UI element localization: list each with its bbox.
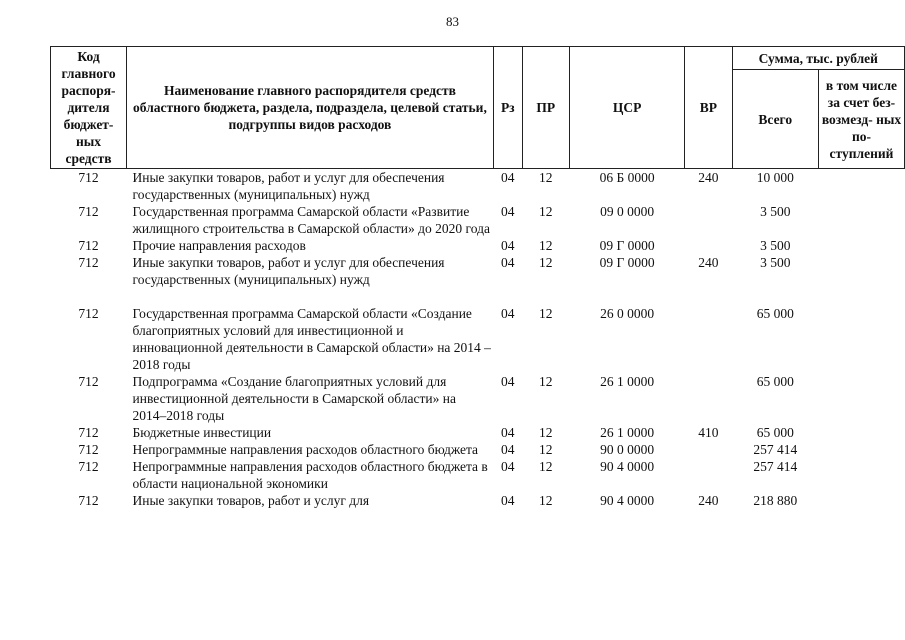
- cell-total: 10 000: [756, 170, 794, 185]
- budget-table: [50, 46, 905, 509]
- table-row: [51, 203, 905, 237]
- cell-csr: 90 4 0000: [600, 459, 655, 474]
- table-row: [51, 237, 905, 254]
- cell-pr: 12: [539, 459, 553, 474]
- cell-name: Иные закупки товаров, работ и услуг для обеспечения государственных (муниципальных) нужд: [132, 170, 445, 202]
- cell-total: 218 880: [753, 493, 798, 508]
- cell-total: 257 414: [753, 459, 798, 474]
- cell-csr: 26 1 0000: [600, 425, 655, 440]
- cell-code: 712: [78, 255, 99, 270]
- header-pr: ПР: [522, 47, 569, 169]
- cell-code: 712: [78, 204, 99, 219]
- table-row: [51, 424, 905, 441]
- cell-rz: 04: [501, 306, 515, 321]
- cell-name: Прочие направления расходов: [132, 238, 306, 253]
- cell-code: 712: [78, 170, 99, 185]
- cell-csr: 09 Г 0000: [599, 255, 655, 270]
- cell-grant: [818, 458, 904, 492]
- cell-grant: [818, 305, 904, 373]
- header-vr: ВР: [685, 47, 732, 169]
- cell-csr: 26 0 0000: [600, 306, 655, 321]
- cell-vr: [685, 373, 732, 424]
- cell-csr: 09 0 0000: [600, 204, 655, 219]
- cell-total: 3 500: [760, 238, 791, 253]
- header-name: Наименование главного распорядителя средств областного бюджета, раздела, подраздела, целевой статьи, подгруппы видов расходов: [127, 47, 494, 169]
- cell-rz: 04: [501, 238, 515, 253]
- cell-grant: [818, 237, 904, 254]
- cell-vr: 410: [698, 425, 719, 440]
- cell-pr: 12: [539, 306, 553, 321]
- cell-rz: 04: [501, 425, 515, 440]
- table-row: [51, 254, 905, 305]
- cell-pr: 12: [539, 425, 553, 440]
- cell-total: 65 000: [756, 306, 794, 321]
- cell-pr: 12: [539, 374, 553, 389]
- cell-pr: 12: [539, 255, 553, 270]
- cell-rz: 04: [501, 255, 515, 270]
- table-row: [51, 169, 905, 204]
- cell-vr: 240: [698, 255, 719, 270]
- cell-total: 65 000: [756, 374, 794, 389]
- header-sum: Сумма, тыс. рублей: [732, 47, 904, 70]
- cell-csr: 90 4 0000: [600, 493, 655, 508]
- cell-grant: [818, 169, 904, 204]
- table-row: [51, 458, 905, 492]
- cell-code: 712: [78, 459, 99, 474]
- cell-vr: [685, 458, 732, 492]
- table-header: [51, 47, 905, 169]
- cell-name: Иные закупки товаров, работ и услуг для обеспечения государственных (муниципальных) нужд: [132, 255, 445, 287]
- cell-pr: 12: [539, 493, 553, 508]
- cell-csr: 26 1 0000: [600, 374, 655, 389]
- cell-total: 3 500: [760, 204, 791, 219]
- cell-code: 712: [78, 306, 99, 321]
- cell-csr: 06 Б 0000: [599, 170, 655, 185]
- cell-rz: 04: [501, 170, 515, 185]
- cell-code: 712: [78, 442, 99, 457]
- cell-csr: 90 0 0000: [600, 442, 655, 457]
- page-number: 83: [446, 14, 459, 29]
- cell-vr: [685, 305, 732, 373]
- cell-total: 3 500: [760, 255, 791, 270]
- cell-rz: 04: [501, 442, 515, 457]
- cell-grant: [818, 254, 904, 305]
- cell-rz: 04: [501, 459, 515, 474]
- table-body: [51, 169, 905, 510]
- table-row: [51, 492, 905, 509]
- cell-code: 712: [78, 374, 99, 389]
- cell-rz: 04: [501, 374, 515, 389]
- cell-name: Бюджетные инвестиции: [132, 425, 272, 440]
- cell-grant: [818, 441, 904, 458]
- cell-name: Непрограммные направления расходов областного бюджета: [132, 442, 479, 457]
- cell-name: Государственная программа Самарской области «Развитие жилищного строительства в Самарской области» до 2020 года: [132, 204, 490, 236]
- header-total: Всего: [732, 70, 818, 169]
- cell-code: 712: [78, 238, 99, 253]
- table-row: [51, 305, 905, 373]
- header-csr: ЦСР: [569, 47, 684, 169]
- cell-name: Подпрограмма «Создание благоприятных условий для инвестиционной деятельности в Самарской области» на 2014–2018 годы: [132, 374, 456, 423]
- cell-pr: 12: [539, 238, 553, 253]
- cell-name: Государственная программа Самарской области «Создание благоприятных условий для инвестиционной и инновационной деятельности в Самарской области» на 2014 – 2018 годы: [132, 306, 491, 372]
- cell-rz: 04: [501, 204, 515, 219]
- table-row: [51, 441, 905, 458]
- cell-grant: [818, 492, 904, 509]
- cell-rz: 04: [501, 493, 515, 508]
- cell-vr: 240: [698, 493, 719, 508]
- header-rz: Рз: [493, 47, 522, 169]
- cell-total: 65 000: [756, 425, 794, 440]
- header-grant: в том числе за счет без- возмезд- ных по- ступлений: [818, 70, 904, 169]
- cell-code: 712: [78, 425, 99, 440]
- cell-total: 257 414: [753, 442, 798, 457]
- table-row: [51, 373, 905, 424]
- cell-csr: 09 Г 0000: [599, 238, 655, 253]
- header-code: Код главного распоря- дителя бюджет- ных средств: [51, 47, 127, 169]
- cell-pr: 12: [539, 204, 553, 219]
- cell-grant: [818, 203, 904, 237]
- cell-vr: [685, 237, 732, 254]
- cell-vr: [685, 203, 732, 237]
- cell-vr: 240: [698, 170, 719, 185]
- cell-name: Иные закупки товаров, работ и услуг для: [132, 493, 370, 508]
- cell-grant: [818, 373, 904, 424]
- cell-pr: 12: [539, 170, 553, 185]
- cell-pr: 12: [539, 442, 553, 457]
- cell-code: 712: [78, 493, 99, 508]
- cell-grant: [818, 424, 904, 441]
- cell-name: Непрограммные направления расходов областного бюджета в области национальной экономики: [132, 459, 488, 491]
- cell-vr: [685, 441, 732, 458]
